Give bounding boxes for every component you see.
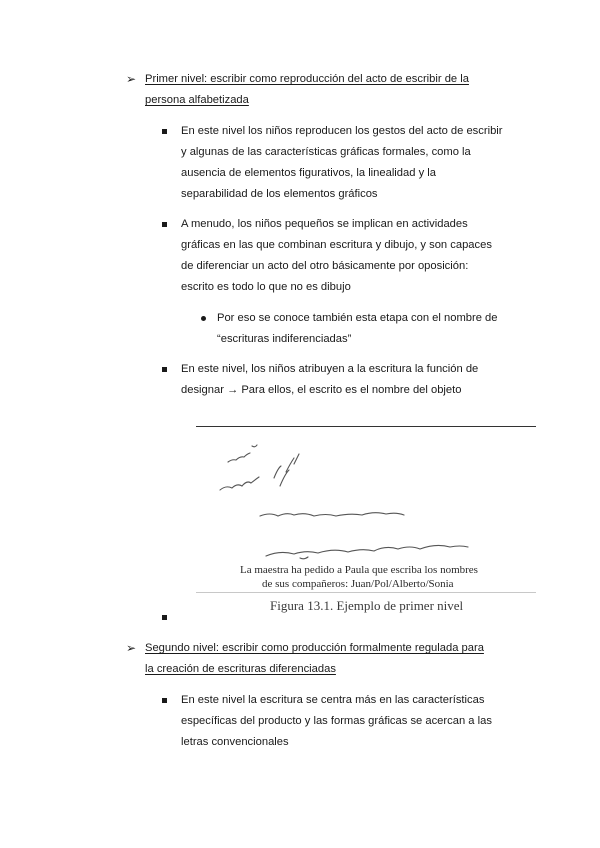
bullet-text: En este nivel la escritura se centra más en las características xyxy=(181,694,485,706)
scribble-drawing xyxy=(196,418,538,588)
section-heading: la creación de escrituras diferenciadas xyxy=(145,663,336,675)
bullet-text: gráficas en las que combinan escritura y dibujo, y son capaces xyxy=(181,239,492,251)
round-bullet-icon xyxy=(201,316,206,321)
bullet-text: En este nivel los niños reproducen los gestos del acto de escribir xyxy=(181,125,503,137)
section-heading: Primer nivel: escribir como reproducción del acto de escribir de la xyxy=(145,73,469,85)
figure-caption: La maestra ha pedido a Paula que escriba los nombres xyxy=(240,564,478,576)
bullet-text: separabilidad de los elementos gráficos xyxy=(181,188,378,200)
figure-title: Figura 13.1. Ejemplo de primer nivel xyxy=(270,598,464,613)
arrow-bullet-icon: ➢ xyxy=(126,72,137,86)
square-bullet-icon xyxy=(162,129,167,134)
bullet-text: específicas del producto y las formas gráficas se acercan a las xyxy=(181,715,492,727)
bullet-text: escrito es todo lo que no es dibujo xyxy=(181,281,351,293)
square-bullet-icon xyxy=(162,615,167,620)
section-heading: persona alfabetizada xyxy=(145,94,249,106)
bullet-text: En este nivel, los niños atribuyen a la escritura la función de xyxy=(181,363,479,375)
figure-caption: de sus compañeros: Juan/Pol/Alberto/Sonia xyxy=(262,578,454,590)
subbullet-text: “escrituras indiferenciadas” xyxy=(217,333,352,345)
figure-scan xyxy=(196,418,538,618)
bullet-text: A menudo, los niños pequeños se implican en actividades xyxy=(181,218,468,230)
bullet-text: ausencia de elementos figurativos, la linealidad y la xyxy=(181,167,436,179)
bullet-text: designar → Para ellos, el escrito es el nombre del objeto xyxy=(181,384,462,396)
square-bullet-icon xyxy=(162,367,167,372)
bullet-text: letras convencionales xyxy=(181,736,289,748)
square-bullet-icon xyxy=(162,222,167,227)
bullet-text: y algunas de las características gráficas formales, como la xyxy=(181,146,471,158)
figure-bottom-rule xyxy=(196,592,536,593)
bullet-text: de diferenciar un acto del otro básicamente por oposición: xyxy=(181,260,469,272)
square-bullet-icon xyxy=(162,698,167,703)
section-heading: Segundo nivel: escribir como producción formalmente regulada para xyxy=(145,642,484,654)
subbullet-text: Por eso se conoce también esta etapa con el nombre de xyxy=(217,312,498,324)
arrow-bullet-icon: ➢ xyxy=(126,641,137,655)
